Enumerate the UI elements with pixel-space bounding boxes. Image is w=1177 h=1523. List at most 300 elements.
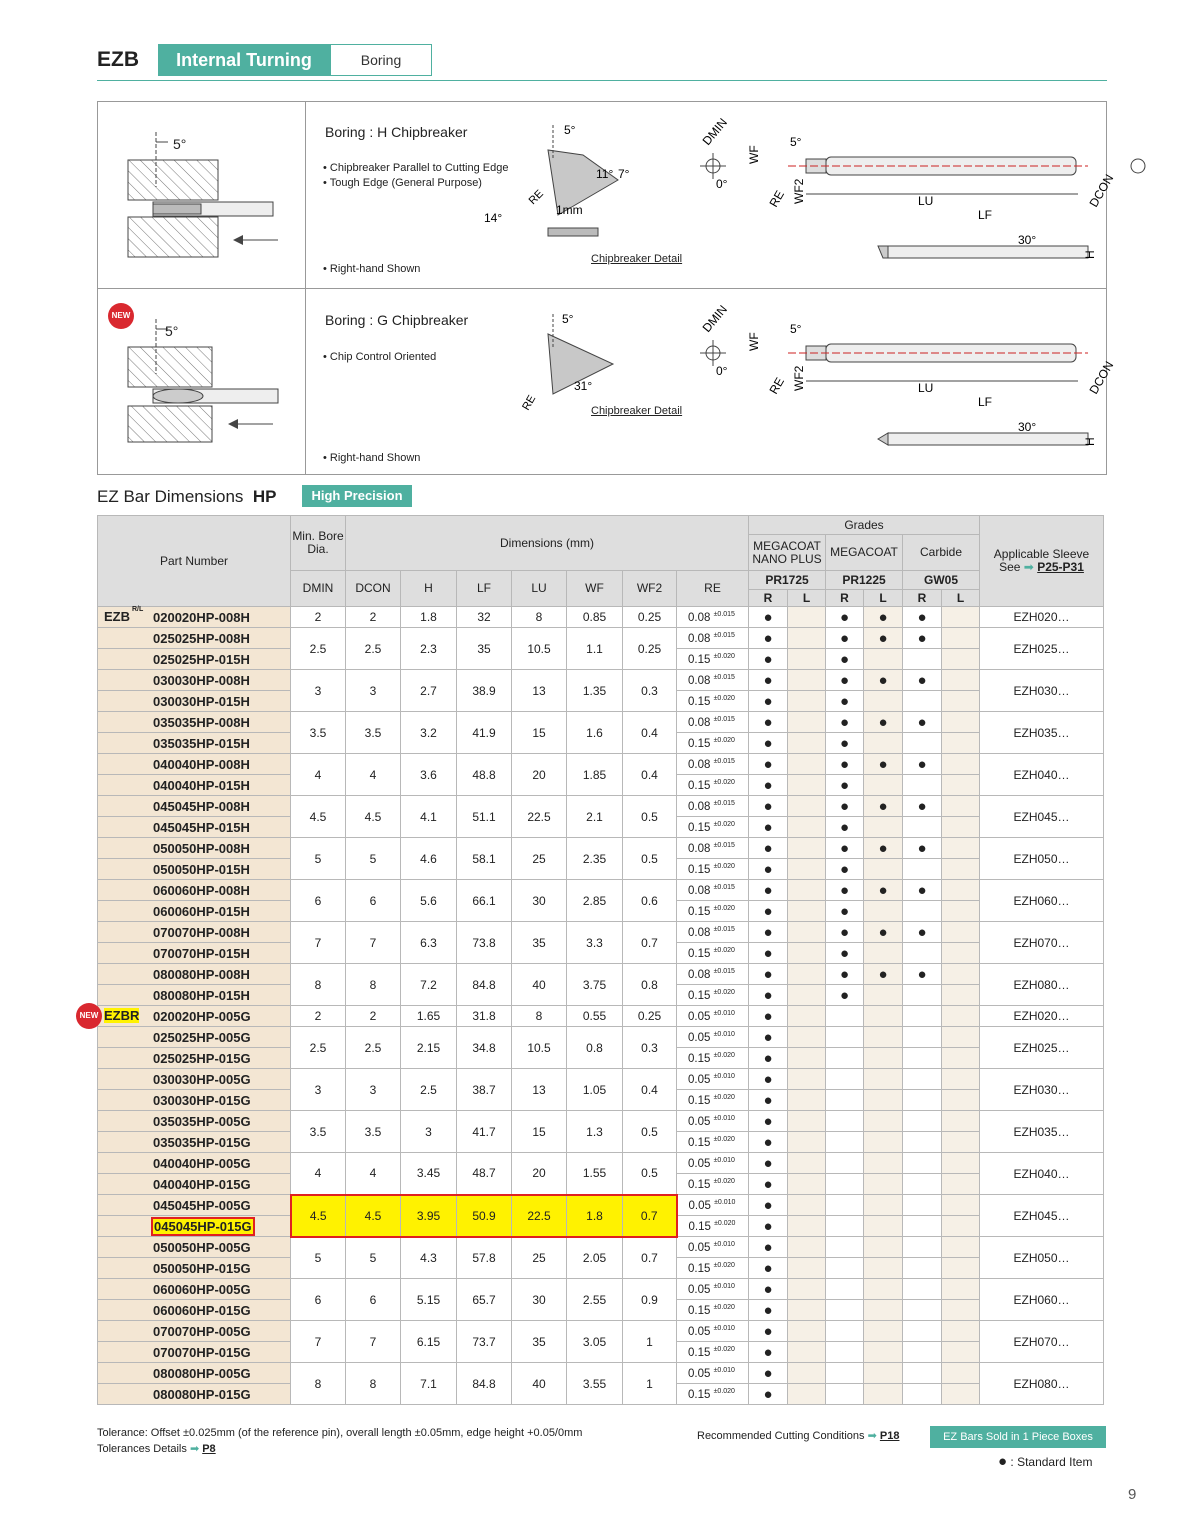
grade-cell <box>942 1384 980 1405</box>
grade-cell: ● <box>826 964 864 985</box>
grade-cell: ● <box>826 817 864 838</box>
dim-wf: 3.05 <box>567 1321 623 1363</box>
legend-text: : Standard Item <box>1010 1455 1093 1469</box>
grade-cell <box>942 733 980 754</box>
part-number-cell <box>79 1006 291 1027</box>
part-number: 030030HP-015G <box>153 1092 251 1108</box>
tolerance-page-link[interactable]: P8 <box>202 1443 216 1455</box>
bar-label: DMIN <box>699 302 731 335</box>
grade-cell <box>788 754 826 775</box>
grade-cell <box>826 1111 864 1132</box>
dim-wf: 3.3 <box>567 922 623 964</box>
re-value: 0.05 <box>688 1283 711 1296</box>
re-value: 0.08 <box>688 884 711 897</box>
dim-re <box>677 1279 749 1300</box>
dim-lf: 84.8 <box>457 964 512 1006</box>
dim-lf: 57.8 <box>457 1237 512 1279</box>
sleeve-cell: EZH020… <box>980 607 1104 628</box>
header-sleeve <box>980 516 1104 607</box>
dim-dcon: 3 <box>346 1069 401 1111</box>
dim-lf: 35 <box>457 628 512 670</box>
re-tolerance: ±0.020 <box>713 652 735 660</box>
grade-cell <box>826 1195 864 1216</box>
grade-cell: ● <box>749 1237 788 1258</box>
bar-dimension-diagram-g <box>688 302 1117 463</box>
part-number: 045045HP-015G <box>154 1218 252 1234</box>
re-tolerance: ±0.010 <box>713 1282 735 1290</box>
dim-lf: 41.7 <box>457 1111 512 1153</box>
dim-lu: 22.5 <box>512 1195 567 1237</box>
dim-re <box>677 1342 749 1363</box>
grade-cell <box>903 1237 942 1258</box>
part-number: 025025HP-015G <box>153 1050 251 1066</box>
sleeve-pages-link[interactable]: P25-P31 <box>1037 560 1084 574</box>
grade-cell <box>788 1027 826 1048</box>
grade-cell: ● <box>864 964 903 985</box>
re-value: 0.08 <box>688 632 711 645</box>
dim-wf2: 0.25 <box>623 1006 677 1027</box>
chipbreaker-detail-h <box>478 120 630 250</box>
hand-r: R <box>903 590 942 607</box>
grade-cell <box>942 817 980 838</box>
grade-cell: ● <box>749 775 788 796</box>
part-number-cell <box>98 1384 291 1405</box>
part-number-cell <box>98 1174 291 1195</box>
re-tolerance: ±0.010 <box>713 1324 735 1332</box>
part-number-cell <box>98 649 291 670</box>
dim-wf2: 0.5 <box>623 796 677 838</box>
grade-cell <box>942 628 980 649</box>
dim-re <box>677 649 749 670</box>
dim-dmin: 4.5 <box>291 796 346 838</box>
dim-dcon: 8 <box>346 1363 401 1405</box>
dim-lu: 22.5 <box>512 796 567 838</box>
dim-wf: 2.85 <box>567 880 623 922</box>
grade-cell <box>942 964 980 985</box>
part-number-cell <box>98 1153 291 1174</box>
grade-cell <box>826 1006 864 1027</box>
dim-re <box>677 1090 749 1111</box>
re-value: 0.15 <box>688 737 711 750</box>
re-value: 0.15 <box>688 863 711 876</box>
tolerance-note <box>97 1425 582 1457</box>
dim-re <box>677 901 749 922</box>
part-number-cell <box>98 1069 291 1090</box>
sleeve-cell: EZH030… <box>980 670 1104 712</box>
grade-cell <box>942 1090 980 1111</box>
dim-wf2: 0.4 <box>623 754 677 796</box>
arrow-icon: ➡ <box>1023 560 1034 574</box>
grade-cell: ● <box>749 859 788 880</box>
grade-cell <box>788 1363 826 1384</box>
hand-r: R <box>826 590 864 607</box>
dim-wf: 1.05 <box>567 1069 623 1111</box>
grade-cell: ● <box>749 754 788 775</box>
dim-dmin: 5 <box>291 838 346 880</box>
tolerance-text: Tolerance: Offset ±0.025mm (of the reference pin), overall length ±0.05mm, edge height +0.05/0mm <box>97 1427 583 1439</box>
re-tolerance: ±0.020 <box>713 1135 735 1143</box>
detail-label: 1mm <box>556 203 583 217</box>
sleeve-cell: EZH035… <box>980 712 1104 754</box>
grade-cell <box>903 1069 942 1090</box>
grade-cell <box>788 964 826 985</box>
dim-dcon: 2 <box>346 1006 401 1027</box>
bar-label: WF <box>747 145 761 164</box>
re-tolerance: ±0.015 <box>713 925 735 933</box>
dim-dcon: 2.5 <box>346 1027 401 1069</box>
grade-cell: ● <box>826 712 864 733</box>
dim-dcon: 3.5 <box>346 712 401 754</box>
dim-lu: 35 <box>512 1321 567 1363</box>
grade-cell: ● <box>864 922 903 943</box>
dim-lu: 8 <box>512 607 567 628</box>
dim-re <box>677 838 749 859</box>
dim-wf: 1.8 <box>567 1195 623 1237</box>
grade-cell <box>788 1174 826 1195</box>
dim-wf: 2.1 <box>567 796 623 838</box>
re-tolerance: ±0.020 <box>713 988 735 996</box>
part-number-cell <box>98 796 291 817</box>
grade-cell: ● <box>903 607 942 628</box>
grade-cell: ● <box>826 796 864 817</box>
part-number-cell <box>98 964 291 985</box>
part-number-cell <box>98 880 291 901</box>
grade-cell <box>788 796 826 817</box>
dim-lf: 34.8 <box>457 1027 512 1069</box>
sleeve-cell: EZH020… <box>980 1006 1104 1027</box>
re-tolerance: ±0.015 <box>713 841 735 849</box>
grade-cell: ● <box>864 796 903 817</box>
detail-label: 11° <box>596 167 614 181</box>
diagram-divider <box>305 102 306 288</box>
grade-cell <box>864 859 903 880</box>
grade-cell <box>788 943 826 964</box>
header-dimensions: Dimensions (mm) <box>346 516 749 571</box>
re-value: 0.05 <box>688 1031 711 1044</box>
grade-cell <box>903 1300 942 1321</box>
part-number-cell <box>98 1363 291 1384</box>
part-number-cell <box>98 1111 291 1132</box>
grade-cell <box>942 1195 980 1216</box>
re-tolerance: ±0.020 <box>713 1177 735 1185</box>
header-rule <box>97 80 1107 81</box>
grade-cell <box>903 775 942 796</box>
dim-lf: 38.7 <box>457 1069 512 1111</box>
part-number-cell <box>98 1090 291 1111</box>
dim-dmin: 2 <box>291 1006 346 1027</box>
grade-cell <box>942 1069 980 1090</box>
dim-h: 7.1 <box>401 1363 457 1405</box>
grade-cell <box>864 649 903 670</box>
re-value: 0.08 <box>688 674 711 687</box>
dim-re <box>677 1216 749 1237</box>
table-row <box>98 607 1104 628</box>
re-value: 0.05 <box>688 1199 711 1212</box>
box-badge: EZ Bars Sold in 1 Piece Boxes <box>930 1426 1106 1448</box>
part-number: 040040HP-008H <box>153 756 250 772</box>
grade-cell <box>903 1153 942 1174</box>
grade-cell: ● <box>749 880 788 901</box>
grade-cell: ● <box>826 859 864 880</box>
part-number-cell <box>98 1342 291 1363</box>
dim-lu: 8 <box>512 1006 567 1027</box>
bar-label: LU <box>918 194 934 208</box>
dim-dcon: 4.5 <box>346 1195 401 1237</box>
part-number: 020020HP-005G <box>153 1008 251 1024</box>
diagram-g-chipbreaker <box>97 288 1117 475</box>
grade-cell <box>903 817 942 838</box>
hand-r: R <box>749 590 788 607</box>
dim-wf: 1.85 <box>567 754 623 796</box>
re-tolerance: ±0.020 <box>713 820 735 828</box>
part-number: 070070HP-015G <box>153 1344 251 1360</box>
grade-cell <box>788 607 826 628</box>
grade-cell <box>942 901 980 922</box>
detail-label: 31° <box>574 379 593 393</box>
grade-cell <box>942 1216 980 1237</box>
dim-wf: 3.55 <box>567 1363 623 1405</box>
grade-cell: ● <box>749 1090 788 1111</box>
re-value: 0.15 <box>688 1136 711 1149</box>
grade-cell <box>788 1111 826 1132</box>
dim-re <box>677 712 749 733</box>
dim-re <box>677 1153 749 1174</box>
part-number-cell <box>98 1195 291 1216</box>
chipbreaker-detail-link[interactable]: Chipbreaker Detail <box>591 405 683 417</box>
grade-cell <box>942 985 980 1006</box>
dim-re <box>677 964 749 985</box>
grade-cell <box>788 880 826 901</box>
hand-l: L <box>942 590 980 607</box>
grade-cell <box>788 628 826 649</box>
re-tolerance: ±0.020 <box>713 946 735 954</box>
grade-cell <box>903 943 942 964</box>
grade-cell: ● <box>749 670 788 691</box>
grade-cell <box>788 691 826 712</box>
dim-re <box>677 1195 749 1216</box>
bar-label: LF <box>978 395 993 409</box>
table-row <box>98 838 1104 859</box>
part-number-cell <box>98 859 291 880</box>
grade-cell: ● <box>903 964 942 985</box>
part-number: 035035HP-005G <box>153 1113 251 1129</box>
grade-cell <box>788 1153 826 1174</box>
grade-code: PR1225 <box>826 571 903 590</box>
dim-h: 3.45 <box>401 1153 457 1195</box>
table-row <box>98 1195 1104 1216</box>
dim-wf2: 0.4 <box>623 712 677 754</box>
grade-cell <box>903 1342 942 1363</box>
grade-cell <box>942 1363 980 1384</box>
dim-lu: 25 <box>512 1237 567 1279</box>
grade-code: GW05 <box>903 571 980 590</box>
dim-re <box>677 1321 749 1342</box>
grade-cell <box>864 1090 903 1111</box>
grade-cell: ● <box>864 607 903 628</box>
grade-cell: ● <box>749 1111 788 1132</box>
part-number: 060060HP-008H <box>153 882 250 898</box>
part-number-cell <box>98 817 291 838</box>
dim-lu: 13 <box>512 670 567 712</box>
dim-wf: 3.75 <box>567 964 623 1006</box>
table-row <box>98 1069 1104 1090</box>
grade-cell <box>864 1111 903 1132</box>
grade-cell <box>826 1174 864 1195</box>
re-value: 0.08 <box>688 926 711 939</box>
grade-cell <box>826 1279 864 1300</box>
grade-cell: ● <box>903 670 942 691</box>
re-value: 0.05 <box>688 1367 711 1380</box>
grade-cell <box>942 1048 980 1069</box>
re-tolerance: ±0.020 <box>713 1303 735 1311</box>
re-tolerance: ±0.015 <box>713 883 735 891</box>
part-number: 070070HP-005G <box>153 1323 251 1339</box>
dim-re <box>677 1132 749 1153</box>
grade-cell <box>788 1384 826 1405</box>
dim-h: 1.8 <box>401 607 457 628</box>
dim-dmin: 3 <box>291 670 346 712</box>
part-number: 080080HP-015G <box>153 1386 251 1402</box>
dim-lf: 38.9 <box>457 670 512 712</box>
chipbreaker-detail-link[interactable]: Chipbreaker Detail <box>591 253 683 265</box>
grade-cell <box>864 1195 903 1216</box>
dim-lf: 73.7 <box>457 1321 512 1363</box>
dim-dmin: 7 <box>291 1321 346 1363</box>
grade-cell: ● <box>749 1069 788 1090</box>
part-number: 025025HP-005G <box>153 1029 251 1045</box>
dim-dmin: 5 <box>291 1237 346 1279</box>
angle-label: 5° <box>173 136 187 152</box>
dim-re <box>677 733 749 754</box>
table-row <box>98 880 1104 901</box>
dim-h: 4.3 <box>401 1237 457 1279</box>
bar-label: DMIN <box>699 115 731 148</box>
grade-cell <box>942 1006 980 1027</box>
section-title <box>97 487 277 507</box>
part-number-cell <box>98 1300 291 1321</box>
bar-label: 0° <box>716 177 728 191</box>
grade-cell <box>903 1195 942 1216</box>
part-number-cell <box>98 838 291 859</box>
bore-section-diagram-h <box>118 127 298 277</box>
grade-cell <box>788 1069 826 1090</box>
dim-dcon: 6 <box>346 1279 401 1321</box>
grade-cell: ● <box>749 712 788 733</box>
dim-h: 6.15 <box>401 1321 457 1363</box>
bar-label: LU <box>918 381 934 395</box>
dim-lu: 10.5 <box>512 1027 567 1069</box>
part-number-cell <box>98 1132 291 1153</box>
grade-cell <box>788 901 826 922</box>
grade-cell <box>903 1258 942 1279</box>
part-number: 030030HP-008H <box>153 672 250 688</box>
dim-h: 3.2 <box>401 712 457 754</box>
arrow-icon: ➡ <box>867 1430 877 1442</box>
part-number: 045045HP-015H <box>153 819 250 835</box>
legend <box>998 1453 1092 1470</box>
re-value: 0.15 <box>688 1052 711 1065</box>
dim-re <box>677 817 749 838</box>
dim-dmin: 6 <box>291 880 346 922</box>
part-number: 070070HP-008H <box>153 924 250 940</box>
grade-cell: ● <box>864 628 903 649</box>
grade-cell: ● <box>749 1384 788 1405</box>
dim-h: 4.6 <box>401 838 457 880</box>
re-value: 0.05 <box>688 1010 711 1023</box>
dim-lf: 65.7 <box>457 1279 512 1321</box>
dim-h: 2.5 <box>401 1069 457 1111</box>
part-number: 045045HP-005G <box>153 1197 251 1213</box>
grade-cell <box>942 1321 980 1342</box>
sleeve-cell: EZH045… <box>980 1195 1104 1237</box>
dim-h: 5.6 <box>401 880 457 922</box>
part-number: 030030HP-005G <box>153 1071 251 1087</box>
part-number: 030030HP-015H <box>153 693 250 709</box>
part-number-cell <box>98 1027 291 1048</box>
grade-cell <box>903 1321 942 1342</box>
dim-re <box>677 922 749 943</box>
grade-cell: ● <box>749 1195 788 1216</box>
grade-cell <box>942 796 980 817</box>
col-lu: LU <box>512 571 567 607</box>
dim-wf: 2.55 <box>567 1279 623 1321</box>
grade-cell: ● <box>826 838 864 859</box>
part-number: 025025HP-008H <box>153 630 250 646</box>
re-tolerance: ±0.020 <box>713 1051 735 1059</box>
detail-label: RE <box>520 393 539 413</box>
grade-cell: ● <box>826 880 864 901</box>
grade-cell <box>826 1027 864 1048</box>
sleeve-cell: EZH060… <box>980 880 1104 922</box>
grade-cell <box>903 1027 942 1048</box>
re-value: 0.15 <box>688 1220 711 1233</box>
recommended-page-link[interactable]: P18 <box>879 1430 900 1442</box>
dim-dmin: 6 <box>291 1279 346 1321</box>
dim-dmin: 3.5 <box>291 1111 346 1153</box>
re-value: 0.15 <box>688 1262 711 1275</box>
grade-cell <box>864 1300 903 1321</box>
dim-lu: 13 <box>512 1069 567 1111</box>
grade-cell <box>788 1006 826 1027</box>
dim-wf2: 0.25 <box>623 628 677 670</box>
dim-dcon: 3.5 <box>346 1111 401 1153</box>
table-row <box>98 754 1104 775</box>
page-number: 9 <box>1128 1486 1137 1503</box>
grade-cell <box>788 1048 826 1069</box>
grade-cell <box>788 1258 826 1279</box>
grade-cell: ● <box>864 838 903 859</box>
dim-lf: 48.8 <box>457 754 512 796</box>
page-code: EZB <box>97 48 139 71</box>
sleeve-cell: EZH040… <box>980 1153 1104 1195</box>
bar-label: LF <box>978 208 993 222</box>
part-number-cell <box>98 922 291 943</box>
re-tolerance: ±0.015 <box>713 967 735 975</box>
precision-badge: High Precision <box>302 485 412 507</box>
table-row <box>98 1279 1104 1300</box>
grade-cell: ● <box>749 1006 788 1027</box>
part-number: 060060HP-015G <box>153 1302 251 1318</box>
dim-lu: 30 <box>512 880 567 922</box>
dim-h: 3.6 <box>401 754 457 796</box>
re-tolerance: ±0.020 <box>713 1387 735 1395</box>
grade-cell <box>942 1342 980 1363</box>
grade-cell <box>788 733 826 754</box>
bar-label: WF <box>747 332 761 351</box>
dim-lf: 73.8 <box>457 922 512 964</box>
dim-wf: 1.3 <box>567 1111 623 1153</box>
dim-wf2: 0.5 <box>623 1153 677 1195</box>
